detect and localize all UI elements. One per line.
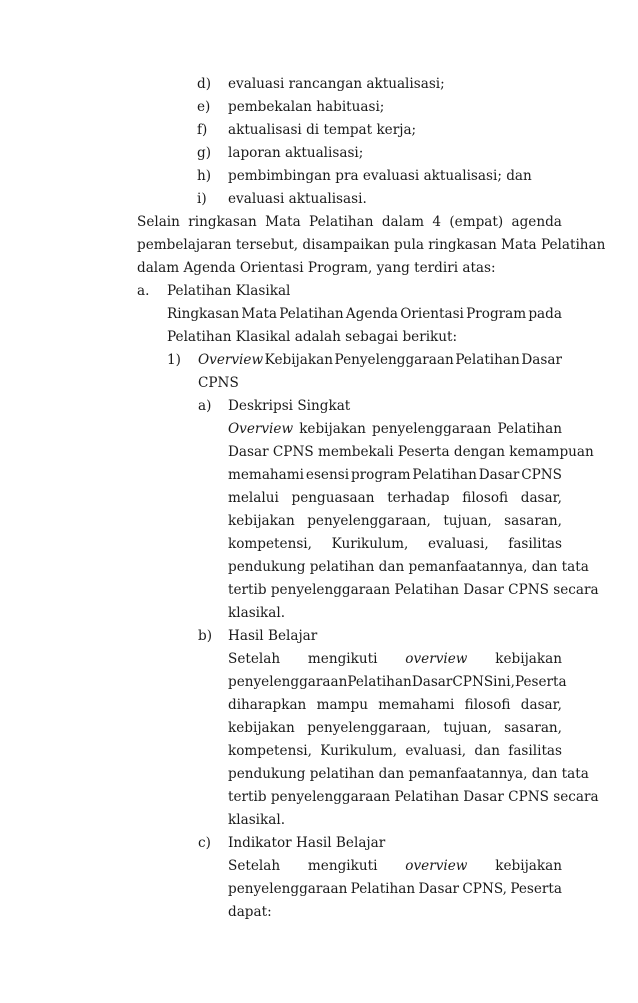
section-text: Pelatihan Klasikal adalah sebagai berikut: <box>167 329 458 345</box>
subsection-heading <box>0 832 638 855</box>
word: mampu <box>316 697 368 713</box>
list-marker: e) <box>197 99 211 115</box>
paragraph-line <box>0 786 638 809</box>
subsection-heading <box>0 395 638 418</box>
word: Peserta <box>514 674 567 690</box>
subsection-title: Indikator Hasil Belajar <box>228 835 386 851</box>
word: kebijakan <box>228 513 295 529</box>
word: Pelatihan <box>347 674 412 690</box>
word: (empat) <box>449 214 504 230</box>
paragraph-line <box>0 441 638 464</box>
word: sasaran, <box>504 513 562 529</box>
paragraph-text: tertib penyelenggaraan Pelatihan Dasar CPNS secara <box>228 582 599 598</box>
word: sasaran, <box>504 720 562 736</box>
list-item <box>0 188 638 211</box>
word: Kurikulum, <box>320 743 398 759</box>
word: ini, <box>493 674 515 690</box>
word: Program <box>466 306 527 322</box>
paragraph-line <box>228 487 562 510</box>
word: diharapkan <box>228 697 307 713</box>
word: Kurikulum, <box>331 536 409 552</box>
paragraph-line <box>0 602 638 625</box>
list-marker: i) <box>197 191 207 207</box>
word: kompetensi, <box>228 743 312 759</box>
list-text: pembimbingan pra evaluasi aktualisasi; dan <box>228 168 532 184</box>
italic-word: overview <box>405 858 468 874</box>
word: penyelenggaraan, <box>307 720 431 736</box>
paragraph-line <box>228 717 562 740</box>
paragraph-text: pendukung pelatihan dan pemanfaatannya, dan tata <box>228 766 589 782</box>
word: Pelatihan <box>455 352 520 368</box>
paragraph-line <box>228 464 562 487</box>
item-text: CPNS <box>198 375 239 391</box>
word: Dasar <box>418 881 460 897</box>
word: Mata <box>265 214 301 230</box>
paragraph-line <box>228 533 562 556</box>
word: kebijakan <box>495 651 562 667</box>
list-text: evaluasi aktualisasi. <box>228 191 367 207</box>
intro-line <box>137 211 562 234</box>
list-text: laporan aktualisasi; <box>228 145 364 161</box>
subsection-title: Deskripsi Singkat <box>228 398 351 414</box>
word: Selain <box>137 214 180 230</box>
word: Setelah <box>228 858 281 874</box>
word: Mata <box>241 306 278 322</box>
paragraph-line <box>0 763 638 786</box>
word: mengikuti <box>307 651 378 667</box>
paragraph-text: dapat: <box>228 904 272 920</box>
paragraph-line <box>228 418 562 441</box>
paragraph-text: pendukung pelatihan dan pemanfaatannya, dan tata <box>228 559 589 575</box>
paragraph-line <box>0 901 638 924</box>
intro-line <box>0 234 638 257</box>
paragraph-line <box>228 878 562 901</box>
word: ringkasan <box>188 214 257 230</box>
list-marker: g) <box>197 145 212 161</box>
list-item <box>0 73 638 96</box>
word: pada <box>528 306 562 322</box>
paragraph-line <box>228 510 562 533</box>
word: Kebijakan <box>264 352 333 368</box>
word: evaluasi, <box>405 743 467 759</box>
paragraph-text: Dasar CPNS membekali Peserta dengan kemampuan <box>228 444 594 460</box>
word: tujuan, <box>443 720 492 736</box>
word: penguasaan <box>291 490 375 506</box>
word: Pelatihan <box>497 421 562 437</box>
word: penyelenggaraan <box>228 674 348 690</box>
paragraph-line <box>0 809 638 832</box>
subsection-heading <box>0 625 638 648</box>
word: Dasar <box>411 674 453 690</box>
intro-text: pembelajaran tersebut, disampaikan pula ringkasan Mata Pelatihan <box>137 237 606 253</box>
intro-line <box>0 257 638 280</box>
word: tujuan, <box>443 513 492 529</box>
section-paragraph-line <box>167 303 562 326</box>
list-item <box>0 165 638 188</box>
word: Dasar <box>478 467 520 483</box>
item-heading-line <box>0 372 638 395</box>
word: kebijakan <box>495 858 562 874</box>
subsection-marker: c) <box>198 835 211 851</box>
list-text: evaluasi rancangan aktualisasi; <box>228 76 445 92</box>
section-heading <box>0 280 638 303</box>
word: memahami <box>228 467 305 483</box>
item-heading-line <box>198 349 562 372</box>
italic-word: overview <box>405 651 468 667</box>
paragraph-text: klasikal. <box>228 605 286 621</box>
word: fasilitas <box>508 743 562 759</box>
word: kebijakan <box>228 720 295 736</box>
word: Pelatihan <box>309 214 374 230</box>
word: Penyelenggaraan <box>334 352 454 368</box>
list-item <box>0 119 638 142</box>
word: agenda <box>511 214 562 230</box>
list-item <box>0 96 638 119</box>
word: Setelah <box>228 651 281 667</box>
list-text: pembekalan habituasi; <box>228 99 385 115</box>
word: terhadap <box>387 490 450 506</box>
word: 4 <box>432 214 441 230</box>
word: CPNS <box>521 467 562 483</box>
word: mengikuti <box>307 858 378 874</box>
subsection-marker: b) <box>198 628 213 644</box>
paragraph-line <box>228 648 562 671</box>
word: CPNS <box>452 674 494 690</box>
word: penyelenggaraan <box>372 421 492 437</box>
word: program <box>350 467 411 483</box>
word: melalui <box>228 490 279 506</box>
word: filosofi <box>462 490 509 506</box>
list-item <box>0 142 638 165</box>
italic-word: Overview <box>198 352 264 368</box>
item-marker: 1) <box>167 352 181 368</box>
paragraph-line <box>228 671 567 694</box>
paragraph-line <box>0 579 638 602</box>
word: kebijakan <box>299 421 366 437</box>
paragraph-line <box>0 556 638 579</box>
list-marker: f) <box>197 122 208 138</box>
word: fasilitas <box>508 536 562 552</box>
word: Agenda <box>345 306 399 322</box>
list-marker: h) <box>197 168 212 184</box>
paragraph-line <box>228 740 562 763</box>
word: filosofi <box>464 697 511 713</box>
list-marker: d) <box>197 76 212 92</box>
word: CPNS, <box>462 881 507 897</box>
word: memahami <box>378 697 455 713</box>
subsection-title: Hasil Belajar <box>228 628 318 644</box>
word: penyelenggaraan <box>228 881 348 897</box>
word: Orientasi <box>400 306 464 322</box>
word: dalam <box>381 214 424 230</box>
word: penyelenggaraan, <box>307 513 431 529</box>
section-marker: a. <box>137 283 150 299</box>
word: dasar, <box>520 490 562 506</box>
word: Ringkasan <box>167 306 240 322</box>
paragraph-line <box>228 694 562 717</box>
paragraph-text: tertib penyelenggaraan Pelatihan Dasar CPNS secara <box>228 789 599 805</box>
word: dan <box>474 743 500 759</box>
section-paragraph-line <box>0 326 638 349</box>
subsection-marker: a) <box>198 398 212 414</box>
word: evaluasi, <box>427 536 489 552</box>
paragraph-text: klasikal. <box>228 812 286 828</box>
word: Peserta <box>510 881 562 897</box>
word: Dasar <box>521 352 562 368</box>
paragraph-line <box>228 855 562 878</box>
word: Pelatihan <box>412 467 477 483</box>
italic-word: Overview <box>228 421 294 437</box>
word: Pelatihan <box>279 306 344 322</box>
intro-text: dalam Agenda Orientasi Program, yang terdiri atas: <box>137 260 496 276</box>
word: Pelatihan <box>350 881 416 897</box>
word: esensi <box>305 467 350 483</box>
word: kompetensi, <box>228 536 312 552</box>
section-title: Pelatihan Klasikal <box>167 283 291 299</box>
word: dasar, <box>520 697 562 713</box>
list-text: aktualisasi di tempat kerja; <box>228 122 417 138</box>
